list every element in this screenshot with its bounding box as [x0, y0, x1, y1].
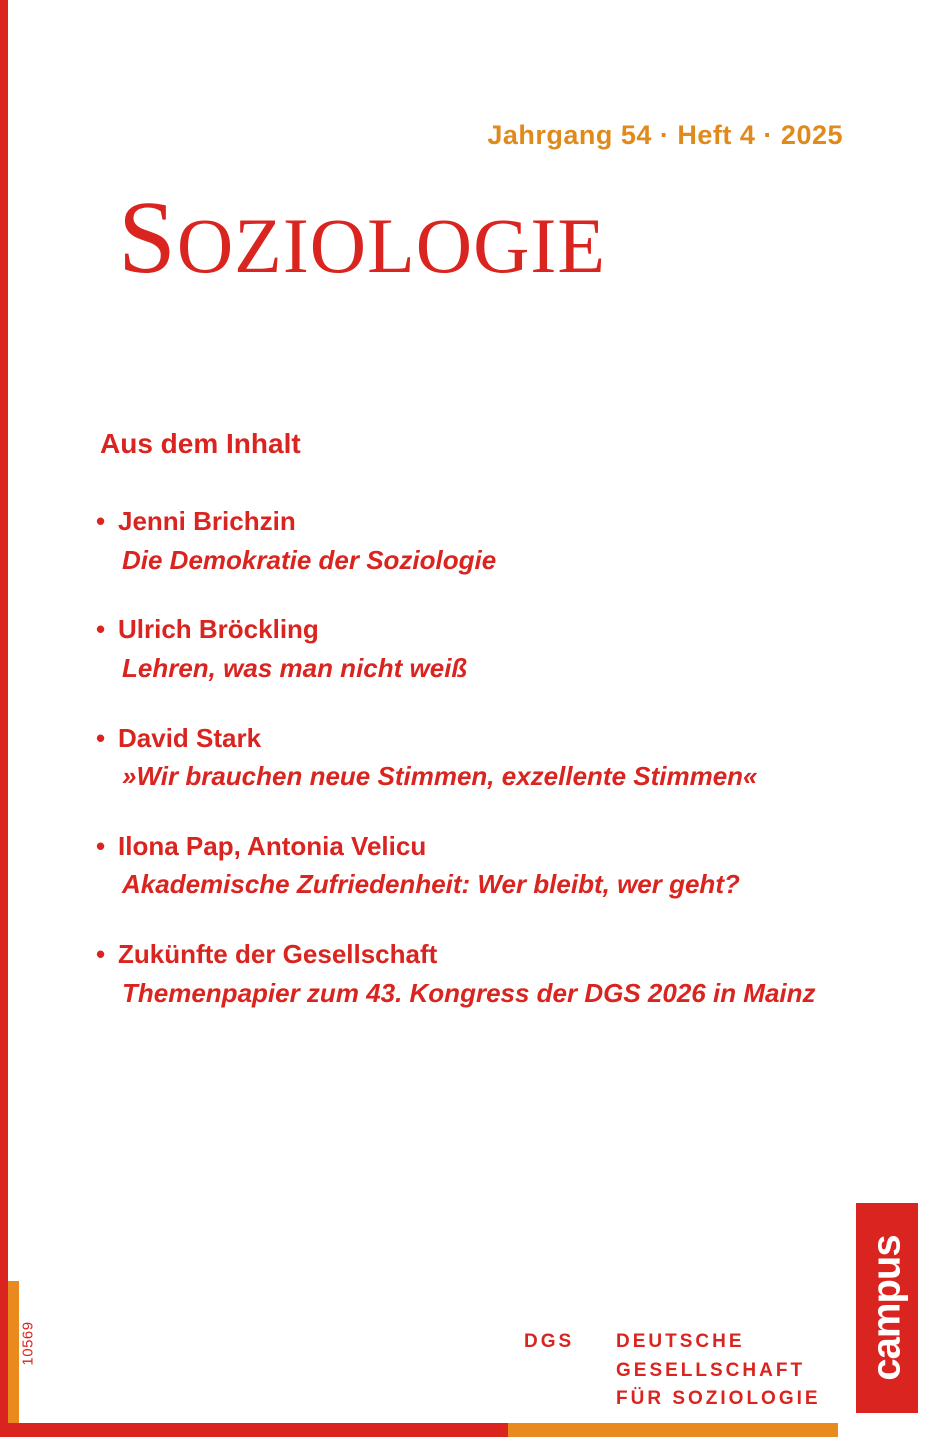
- list-item: [96, 505, 896, 577]
- society-abbreviation: DGS: [524, 1331, 575, 1352]
- entry-author: Jenni Brichzin: [118, 506, 296, 536]
- society-row-2: [524, 1357, 824, 1386]
- title-remainder: OZIOLOGIE: [176, 202, 607, 289]
- entry-title: Akademische Zufriedenheit: Wer bleibt, wer geht?: [122, 869, 740, 900]
- society-row-3: [524, 1385, 824, 1414]
- list-item: [96, 830, 896, 902]
- society-line-2: GESELLSCHAFT: [616, 1359, 806, 1381]
- issue-line: Jahrgang 54 · Heft 4 · 2025: [487, 120, 843, 150]
- bullet-icon: •: [96, 830, 106, 861]
- footer-orange-bar: [508, 1423, 838, 1437]
- entry-author: Ulrich Bröckling: [118, 614, 319, 645]
- entry-author-line: [96, 938, 896, 971]
- spine-orange-bar: [8, 1281, 19, 1437]
- list-item: [96, 938, 896, 1010]
- entry-title: Themenpapier zum 43. Kongress der DGS 2026 in Mainz: [122, 977, 816, 1008]
- entry-title: »Wir brauchen neue Stimmen, exzellente Stimmen«: [122, 761, 758, 792]
- society-line-3: FÜR SOZIOLOGIE: [616, 1388, 821, 1409]
- spine-red-bar: [0, 0, 8, 1437]
- entry-author: Zukünfte der Gesellschaft: [118, 939, 438, 970]
- contents-list: [96, 505, 896, 1046]
- page-title: [118, 180, 607, 295]
- contents-heading: Aus dem Inhalt: [100, 428, 301, 459]
- entry-title: Lehren, was man nicht weiß: [122, 652, 468, 683]
- entry-title: Die Demokratie der Soziologie: [122, 544, 497, 575]
- society-block: [524, 1328, 824, 1414]
- entry-author: David Stark: [118, 722, 262, 753]
- list-item: [96, 722, 896, 794]
- spine-article-number: 10569: [19, 1321, 37, 1366]
- bullet-icon: •: [96, 722, 106, 753]
- bullet-icon: •: [96, 614, 106, 645]
- entry-author-line: [96, 722, 896, 755]
- society-row-1: [524, 1328, 824, 1357]
- entry-author: Ilona Pap, Antonia Velicu: [118, 830, 427, 861]
- publisher-logo: [856, 1203, 918, 1413]
- publisher-logo-text: campus: [864, 1235, 909, 1381]
- bullet-icon: •: [96, 506, 106, 536]
- title-initial: S: [118, 180, 177, 295]
- bullet-icon: •: [96, 939, 106, 970]
- entry-author-line: [96, 505, 896, 538]
- entry-author-line: [96, 613, 896, 646]
- list-item: [96, 613, 896, 685]
- society-line-1: DEUTSCHE: [616, 1331, 745, 1352]
- footer-red-bar: [8, 1423, 508, 1437]
- entry-author-line: [96, 830, 896, 863]
